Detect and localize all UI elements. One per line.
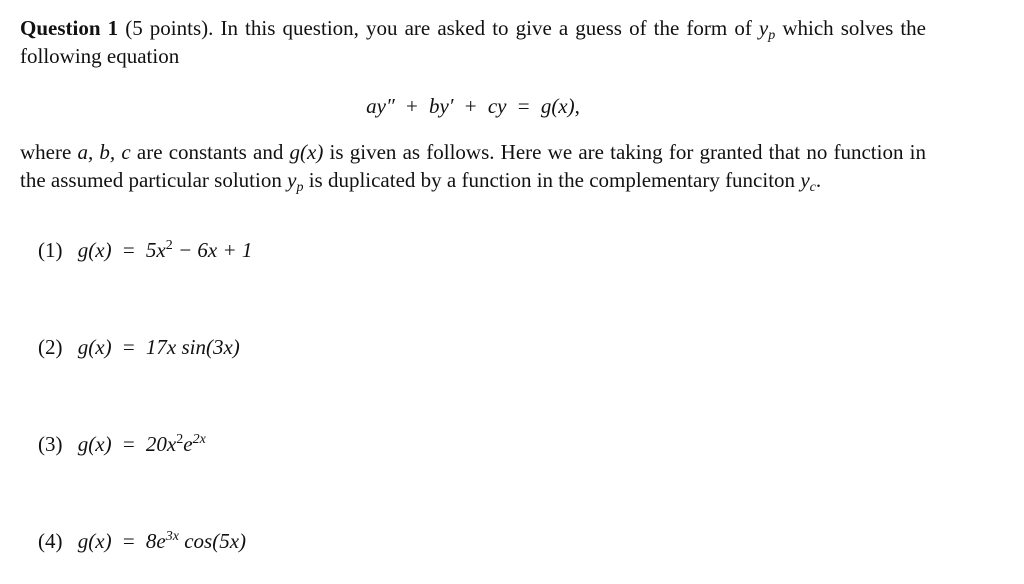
item-1: (1) $g(x) = 5x^2 - 6x + 1$: [38, 238, 253, 262]
question-points: (5 points).: [125, 16, 214, 40]
intro-text-2: which solves the following equation: [20, 16, 926, 68]
g-symbol: g(x): [289, 140, 324, 164]
question-intro: [20, 14, 926, 70]
yc-symbol: $y_c$: [800, 168, 816, 195]
where-text-2: are constants and: [136, 140, 284, 164]
where-text: where: [20, 140, 72, 164]
intro-text: In this question, you are asked to give a guess of the form of: [220, 16, 752, 40]
constants-symbols: a, b, c: [77, 140, 131, 164]
item-3: (3) $g(x) = 20x^2e^{2x}$: [38, 432, 206, 456]
item-4: (4) $g(x) = 8e^{3x}$ cos(5x): [38, 529, 247, 553]
question-block: [20, 14, 926, 194]
yp-symbol: $y_p$: [758, 16, 776, 43]
where-text-4: is duplicated by a function in the complementary funciton: [308, 168, 796, 192]
where-paragraph: where a, b, c are constants and g(x) is given as follows. Here we are taking for granted that no function in the assumed particular solution $y_p$ is duplicated by a function in the complementary funciton $y_c$.: [20, 140, 926, 195]
yp-symbol-2: $y_p$: [287, 168, 304, 195]
where-text-3: is given as follows. Here we are taking for granted that no function in the assumed particular solution: [20, 140, 926, 192]
question-label: Question 1: [20, 16, 119, 40]
main-equation: ay″ + by′ + cy = g(x),: [366, 94, 580, 118]
item-2: (2) g(x) = 17x sin(3x): [38, 335, 240, 359]
